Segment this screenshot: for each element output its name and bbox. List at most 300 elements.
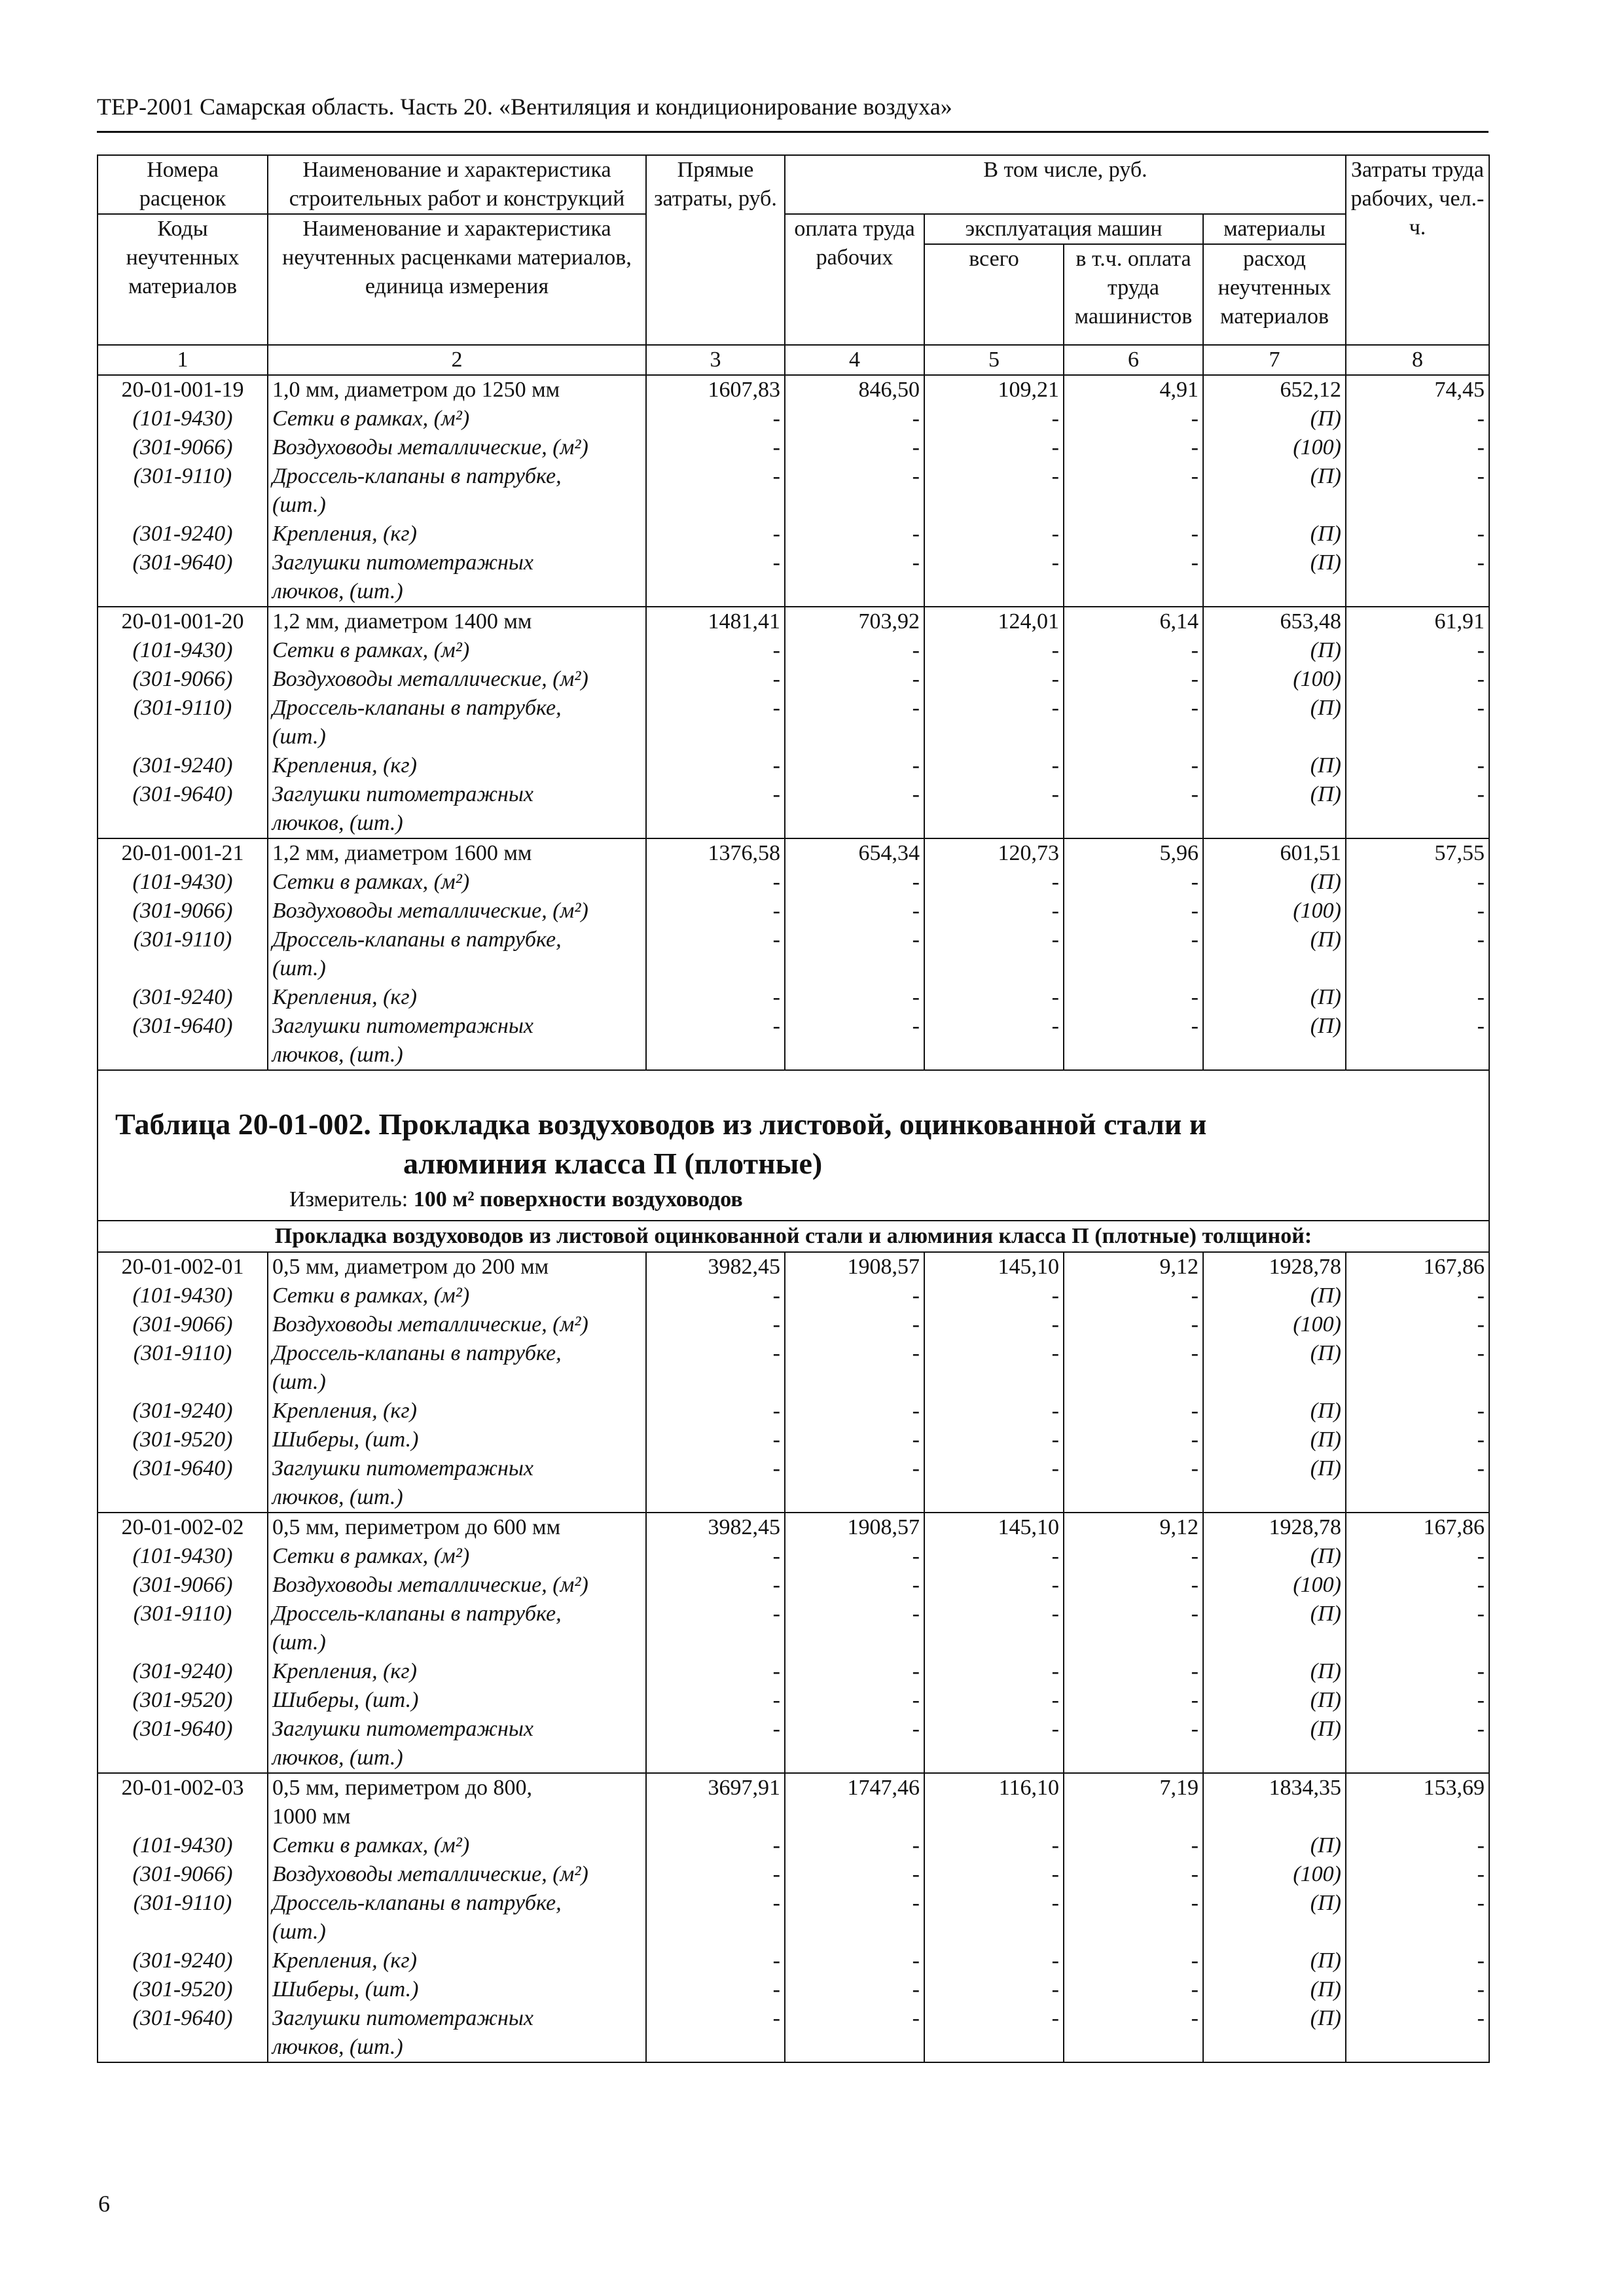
dash: - — [785, 1454, 924, 1483]
dash: - — [646, 751, 785, 780]
material-amount: (П) — [1203, 868, 1346, 897]
material-amount: (П) — [1203, 780, 1346, 809]
material-name: Сетки в рамках, (м²) — [268, 1542, 646, 1571]
head-materials: материалы — [1203, 214, 1346, 244]
material-row — [98, 1571, 1489, 1600]
material-amount: (100) — [1203, 897, 1346, 925]
direct-costs: 1481,41 — [646, 607, 785, 636]
material-code: (301-9110) — [98, 1889, 268, 1918]
direct-costs: 3697,91 — [646, 1773, 785, 1803]
material-code: (101-9430) — [98, 404, 268, 433]
head-work-name: Наименование и характеристика строительных работ и конструкций — [268, 155, 646, 214]
material-amount: (П) — [1203, 1600, 1346, 1628]
head-column-numbers — [98, 345, 1489, 375]
material-name: Дроссель-клапаны в патрубке, — [268, 1889, 646, 1918]
dash: - — [1064, 925, 1203, 954]
col-number: 6 — [1064, 345, 1203, 375]
material-name: Дроссель-клапаны в патрубке, — [268, 1339, 646, 1368]
material-row — [98, 404, 1489, 433]
page-number: 6 — [98, 2191, 110, 2217]
material-row — [98, 1454, 1489, 1483]
dash: - — [1064, 780, 1203, 809]
head-labor-costs: Затраты труда рабочих, чел.-ч. — [1346, 155, 1489, 345]
material-row-continuation — [98, 809, 1489, 838]
dash: - — [1064, 1946, 1203, 1975]
materials-value: 601,51 — [1203, 838, 1346, 868]
section-heading: Прокладка воздуховодов из листовой оцинкованной стали и алюминия класса П (плотные) толщиной: — [98, 1221, 1489, 1252]
material-row-continuation — [98, 1918, 1489, 1946]
dash: - — [924, 694, 1064, 723]
dash: - — [646, 1397, 785, 1426]
material-amount: (П) — [1203, 636, 1346, 665]
dash: - — [924, 1860, 1064, 1889]
head-machinist-pay: в т.ч. оплата труда машинистов — [1064, 244, 1203, 345]
dash: - — [785, 1946, 924, 1975]
material-code: (301-9640) — [98, 1715, 268, 1744]
dash: - — [1346, 1454, 1489, 1483]
dash: - — [1346, 1310, 1489, 1339]
material-name: Крепления, (кг) — [268, 983, 646, 1012]
dash: - — [646, 1946, 785, 1975]
dash: - — [646, 1571, 785, 1600]
rate-row — [98, 607, 1489, 636]
dash: - — [1346, 1975, 1489, 2004]
col-number: 2 — [268, 345, 646, 375]
rate-code: 20-01-002-01 — [98, 1252, 268, 1282]
material-amount: (П) — [1203, 1454, 1346, 1483]
dash: - — [785, 983, 924, 1012]
head-rate-numbers: Номера расценок — [98, 155, 268, 214]
material-row — [98, 1946, 1489, 1975]
dash: - — [785, 1600, 924, 1628]
material-amount: (П) — [1203, 404, 1346, 433]
dash: - — [646, 1310, 785, 1339]
machinist-pay: 9,12 — [1064, 1252, 1203, 1282]
material-code: (301-9066) — [98, 897, 268, 925]
dash: - — [1346, 1946, 1489, 1975]
material-amount: (П) — [1203, 1946, 1346, 1975]
dash: - — [1346, 636, 1489, 665]
material-row-continuation — [98, 577, 1489, 607]
material-name: Шиберы, (шт.) — [268, 1975, 646, 2004]
machines-total: 145,10 — [924, 1513, 1064, 1542]
material-code: (301-9640) — [98, 1454, 268, 1483]
measure-label: Измеритель: — [289, 1187, 408, 1211]
dash: - — [1064, 1715, 1203, 1744]
materials-value: 1928,78 — [1203, 1513, 1346, 1542]
dash: - — [924, 868, 1064, 897]
dash: - — [785, 462, 924, 491]
material-row-continuation — [98, 2033, 1489, 2062]
dash: - — [924, 1339, 1064, 1368]
dash: - — [646, 520, 785, 548]
material-name: Заглушки питометражных — [268, 1454, 646, 1483]
material-code: (301-9640) — [98, 2004, 268, 2033]
material-amount: (100) — [1203, 665, 1346, 694]
material-row — [98, 751, 1489, 780]
dash: - — [1064, 433, 1203, 462]
dash: - — [646, 1012, 785, 1041]
material-name: Шиберы, (шт.) — [268, 1686, 646, 1715]
col-number: 1 — [98, 345, 268, 375]
dash: - — [1064, 1600, 1203, 1628]
material-row — [98, 694, 1489, 723]
material-amount: (100) — [1203, 1310, 1346, 1339]
material-name: Воздуховоды металлические, (м²) — [268, 1310, 646, 1339]
machinist-pay: 4,91 — [1064, 375, 1203, 404]
dash: - — [924, 1975, 1064, 2004]
dash: - — [646, 1860, 785, 1889]
dash: - — [924, 1686, 1064, 1715]
material-amount: (П) — [1203, 462, 1346, 491]
dash: - — [646, 1715, 785, 1744]
rate-name: 0,5 мм, диаметром до 200 мм — [268, 1252, 646, 1282]
material-amount: (П) — [1203, 1657, 1346, 1686]
material-name: Шиберы, (шт.) — [268, 1426, 646, 1454]
header-rule — [97, 131, 1489, 133]
dash: - — [1346, 1397, 1489, 1426]
material-name: Воздуховоды металлические, (м²) — [268, 665, 646, 694]
dash: - — [1064, 1310, 1203, 1339]
dash: - — [1064, 462, 1203, 491]
head-unaccounted-materials: расход неучтенных материалов — [1203, 244, 1346, 345]
labor-hours: 167,86 — [1346, 1513, 1489, 1542]
col-number: 3 — [646, 345, 785, 375]
dash: - — [1346, 665, 1489, 694]
dash: - — [924, 1282, 1064, 1310]
rate-row — [98, 1513, 1489, 1542]
dash: - — [924, 1012, 1064, 1041]
dash: - — [646, 433, 785, 462]
material-code: (301-9240) — [98, 983, 268, 1012]
dash: - — [924, 751, 1064, 780]
labor-hours: 57,55 — [1346, 838, 1489, 868]
dash: - — [646, 404, 785, 433]
material-amount: (100) — [1203, 433, 1346, 462]
dash: - — [785, 1571, 924, 1600]
dash: - — [785, 520, 924, 548]
measure-value: 100 м² поверхности воздуховодов — [413, 1187, 743, 1211]
material-row — [98, 1397, 1489, 1426]
material-row — [98, 1657, 1489, 1686]
head-including-group: В том числе, руб. — [785, 155, 1346, 214]
dash: - — [1346, 1600, 1489, 1628]
material-code: (301-9240) — [98, 1657, 268, 1686]
rate-code: 20-01-002-02 — [98, 1513, 268, 1542]
head-row-1 — [98, 155, 1489, 214]
dash: - — [785, 1310, 924, 1339]
dash: - — [924, 1946, 1064, 1975]
dash: - — [785, 694, 924, 723]
material-code: (301-9640) — [98, 548, 268, 577]
material-name: Крепления, (кг) — [268, 520, 646, 548]
material-code: (301-9110) — [98, 1600, 268, 1628]
material-row — [98, 1860, 1489, 1889]
dash: - — [1346, 1571, 1489, 1600]
col-number: 8 — [1346, 345, 1489, 375]
material-row-continuation — [98, 954, 1489, 983]
dash: - — [785, 1339, 924, 1368]
materials-value: 653,48 — [1203, 607, 1346, 636]
dash: - — [1064, 897, 1203, 925]
material-row-continuation — [98, 1483, 1489, 1513]
material-code: (301-9240) — [98, 1397, 268, 1426]
material-row-continuation — [98, 1368, 1489, 1397]
material-name: Сетки в рамках, (м²) — [268, 868, 646, 897]
material-row — [98, 1600, 1489, 1628]
materials-value: 652,12 — [1203, 375, 1346, 404]
material-name-cont: лючков, (шт.) — [268, 809, 646, 838]
dash: - — [646, 1282, 785, 1310]
material-name: Заглушки питометражных — [268, 780, 646, 809]
material-amount: (П) — [1203, 1715, 1346, 1744]
dash: - — [1346, 1282, 1489, 1310]
dash: - — [1346, 751, 1489, 780]
machinist-pay: 7,19 — [1064, 1773, 1203, 1803]
material-code: (301-9520) — [98, 1686, 268, 1715]
rate-name: 1,2 мм, диаметром 1600 мм — [268, 838, 646, 868]
material-code: (301-9640) — [98, 1012, 268, 1041]
machinist-pay: 9,12 — [1064, 1513, 1203, 1542]
dash: - — [924, 1310, 1064, 1339]
material-row — [98, 433, 1489, 462]
dash: - — [924, 897, 1064, 925]
material-name: Крепления, (кг) — [268, 1397, 646, 1426]
dash: - — [646, 548, 785, 577]
labor-hours: 61,91 — [1346, 607, 1489, 636]
material-amount: (П) — [1203, 1975, 1346, 2004]
dash: - — [1346, 1012, 1489, 1041]
material-row — [98, 665, 1489, 694]
rate-name: 0,5 мм, периметром до 600 мм — [268, 1513, 646, 1542]
dash: - — [1346, 1715, 1489, 1744]
material-code: (301-9640) — [98, 780, 268, 809]
rate-code: 20-01-001-19 — [98, 375, 268, 404]
machines-total: 145,10 — [924, 1252, 1064, 1282]
material-row-continuation — [98, 1041, 1489, 1070]
material-name: Крепления, (кг) — [268, 1657, 646, 1686]
dash: - — [785, 2004, 924, 2033]
material-name: Воздуховоды металлические, (м²) — [268, 897, 646, 925]
material-code: (101-9430) — [98, 868, 268, 897]
material-code: (101-9430) — [98, 636, 268, 665]
page-header-title: ТЕР-2001 Самарская область. Часть 20. «Вентиляция и кондиционирование воздуха» — [97, 94, 952, 120]
rate-row — [98, 1773, 1489, 1803]
material-name: Дроссель-клапаны в патрубке, — [268, 694, 646, 723]
material-code: (301-9066) — [98, 1571, 268, 1600]
material-row-continuation — [98, 723, 1489, 751]
table-title-line1: Таблица 20-01-002. Прокладка воздуховодов из листовой, оцинкованной стали и — [115, 1107, 1207, 1141]
dash: - — [1064, 1831, 1203, 1860]
dash: - — [924, 404, 1064, 433]
dash: - — [1064, 751, 1203, 780]
dash: - — [1346, 2004, 1489, 2033]
material-name-cont: (шт.) — [268, 954, 646, 983]
rate-name: 0,5 мм, периметром до 800, — [268, 1773, 646, 1803]
dash: - — [785, 548, 924, 577]
material-name: Дроссель-клапаны в патрубке, — [268, 925, 646, 954]
material-amount: (П) — [1203, 1426, 1346, 1454]
material-row-continuation — [98, 1628, 1489, 1657]
dash: - — [1064, 1860, 1203, 1889]
dash: - — [1064, 1454, 1203, 1483]
worker-pay: 703,92 — [785, 607, 924, 636]
material-code: (301-9520) — [98, 1975, 268, 2004]
dash: - — [924, 636, 1064, 665]
material-row — [98, 925, 1489, 954]
dash: - — [646, 2004, 785, 2033]
dash: - — [924, 1831, 1064, 1860]
rate-code: 20-01-001-20 — [98, 607, 268, 636]
material-amount: (100) — [1203, 1571, 1346, 1600]
material-code: (301-9110) — [98, 1339, 268, 1368]
material-code: (101-9430) — [98, 1831, 268, 1860]
material-name-cont: лючков, (шт.) — [268, 2033, 646, 2062]
dash: - — [1064, 520, 1203, 548]
material-name-cont: лючков, (шт.) — [268, 577, 646, 607]
dash: - — [924, 1397, 1064, 1426]
material-name: Крепления, (кг) — [268, 1946, 646, 1975]
dash: - — [785, 1860, 924, 1889]
dash: - — [1064, 694, 1203, 723]
dash: - — [1346, 1542, 1489, 1571]
dash: - — [785, 665, 924, 694]
dash: - — [646, 636, 785, 665]
dash: - — [646, 665, 785, 694]
material-row — [98, 636, 1489, 665]
dash: - — [1064, 404, 1203, 433]
machines-total: 124,01 — [924, 607, 1064, 636]
dash: - — [1064, 1012, 1203, 1041]
direct-costs: 1376,58 — [646, 838, 785, 868]
rate-row-continuation — [98, 1803, 1489, 1831]
dash: - — [1064, 868, 1203, 897]
dash: - — [924, 520, 1064, 548]
dash: - — [924, 1542, 1064, 1571]
machines-total: 109,21 — [924, 375, 1064, 404]
dash: - — [924, 780, 1064, 809]
material-code: (301-9066) — [98, 1310, 268, 1339]
dash: - — [1346, 868, 1489, 897]
dash: - — [1346, 780, 1489, 809]
dash: - — [924, 1571, 1064, 1600]
head-direct-costs: Прямые затраты, руб. — [646, 155, 785, 345]
material-name-cont: лючков, (шт.) — [268, 1483, 646, 1513]
dash: - — [646, 1686, 785, 1715]
material-row — [98, 780, 1489, 809]
worker-pay: 1747,46 — [785, 1773, 924, 1803]
dash: - — [646, 897, 785, 925]
dash: - — [785, 404, 924, 433]
material-name: Сетки в рамках, (м²) — [268, 1831, 646, 1860]
material-row — [98, 868, 1489, 897]
rate-code: 20-01-002-03 — [98, 1773, 268, 1803]
material-amount: (П) — [1203, 2004, 1346, 2033]
material-name: Заглушки питометражных — [268, 2004, 646, 2033]
dash: - — [646, 983, 785, 1012]
material-amount: (П) — [1203, 520, 1346, 548]
dash: - — [924, 1600, 1064, 1628]
material-name: Заглушки питометражных — [268, 548, 646, 577]
material-row — [98, 520, 1489, 548]
dash: - — [1346, 520, 1489, 548]
table-title-row — [98, 1070, 1489, 1221]
material-name: Воздуховоды металлические, (м²) — [268, 433, 646, 462]
rate-row — [98, 375, 1489, 404]
dash: - — [1346, 1657, 1489, 1686]
material-amount: (П) — [1203, 925, 1346, 954]
dash: - — [646, 1600, 785, 1628]
rate-name: 1,2 мм, диаметром 1400 мм — [268, 607, 646, 636]
material-name-cont: (шт.) — [268, 1918, 646, 1946]
dash: - — [1346, 1860, 1489, 1889]
material-name: Заглушки питометражных — [268, 1715, 646, 1744]
dash: - — [785, 636, 924, 665]
head-material-codes: Коды неучтенных материалов — [98, 214, 268, 345]
dash: - — [785, 925, 924, 954]
rate-name-cont: 1000 мм — [268, 1803, 646, 1831]
dash: - — [1064, 1657, 1203, 1686]
dash: - — [924, 983, 1064, 1012]
measure-line — [102, 1183, 1485, 1220]
dash: - — [646, 1657, 785, 1686]
dash: - — [785, 433, 924, 462]
machinist-pay: 5,96 — [1064, 838, 1203, 868]
dash: - — [1064, 548, 1203, 577]
material-amount: (П) — [1203, 1889, 1346, 1918]
material-row — [98, 1715, 1489, 1744]
materials-value: 1928,78 — [1203, 1252, 1346, 1282]
dash: - — [924, 433, 1064, 462]
dash: - — [1346, 1426, 1489, 1454]
dash: - — [785, 1397, 924, 1426]
material-amount: (П) — [1203, 751, 1346, 780]
labor-hours: 153,69 — [1346, 1773, 1489, 1803]
dash: - — [924, 1426, 1064, 1454]
material-amount: (П) — [1203, 1012, 1346, 1041]
dash: - — [1064, 1975, 1203, 2004]
material-row — [98, 1339, 1489, 1368]
dash: - — [1064, 1889, 1203, 1918]
dash: - — [1064, 983, 1203, 1012]
material-code: (101-9430) — [98, 1282, 268, 1310]
dash: - — [1346, 1889, 1489, 1918]
section-row — [98, 1221, 1489, 1252]
worker-pay: 1908,57 — [785, 1252, 924, 1282]
material-name: Воздуховоды металлические, (м²) — [268, 1860, 646, 1889]
material-code: (301-9110) — [98, 925, 268, 954]
material-name: Дроссель-клапаны в патрубке, — [268, 1600, 646, 1628]
rates-table — [97, 154, 1490, 2063]
table-title-line2: алюминия класса П (плотные) — [403, 1147, 823, 1180]
head-material-names: Наименование и характеристика неучтенных расценками материалов, единица измерения — [268, 214, 646, 345]
dash: - — [1064, 1571, 1203, 1600]
material-amount: (П) — [1203, 983, 1346, 1012]
material-code: (301-9110) — [98, 462, 268, 491]
dash: - — [924, 1889, 1064, 1918]
material-name-cont: (шт.) — [268, 1628, 646, 1657]
material-name: Воздуховоды металлические, (м²) — [268, 1571, 646, 1600]
dash: - — [785, 1426, 924, 1454]
dash: - — [785, 1657, 924, 1686]
material-name-cont: лючков, (шт.) — [268, 1744, 646, 1773]
dash: - — [1346, 1686, 1489, 1715]
material-row — [98, 1975, 1489, 2004]
worker-pay: 846,50 — [785, 375, 924, 404]
material-code: (301-9240) — [98, 520, 268, 548]
dash: - — [1064, 1339, 1203, 1368]
dash: - — [785, 780, 924, 809]
